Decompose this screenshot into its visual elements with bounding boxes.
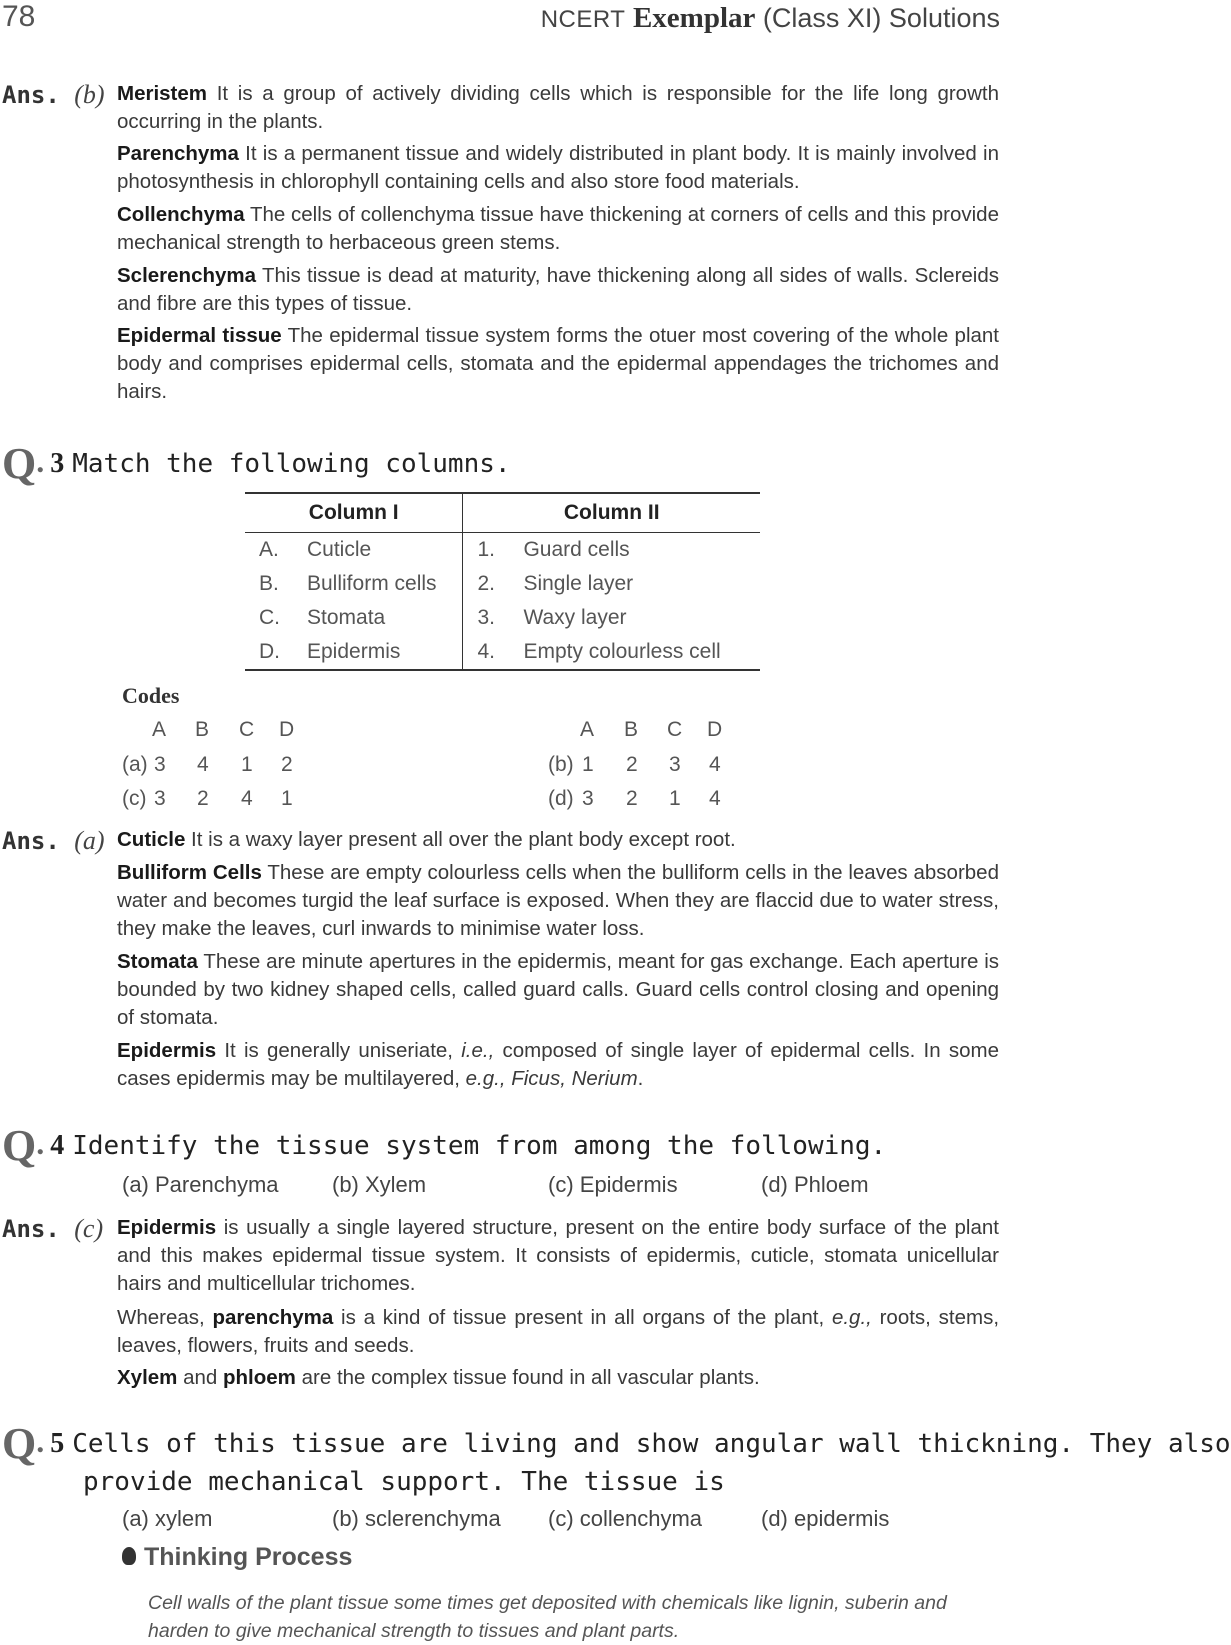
option-b: (b) Xylem (332, 1172, 427, 1197)
table-row (245, 601, 760, 635)
page-header (0, 0, 1002, 40)
option-c: (c) Epidermis (548, 1172, 678, 1197)
table-header-row (245, 493, 760, 533)
option-a: (a) Parenchyma (122, 1172, 279, 1197)
code-value: 1 (669, 787, 681, 810)
paragraph-text: is a kind of tissue present in all organs of the plant, (333, 1306, 832, 1329)
paragraph-text: These are empty colourless cells when the bulliform cells in the leaves absorbed water and becomes turgid the leaf surface is exposed. When they are flaccid due to water stress, they make the leaves, curl inwards to minimise water loss. (117, 861, 999, 940)
paragraph-text: It is generally uniseriate, (216, 1039, 462, 1062)
table-row (245, 533, 760, 568)
column-header: Column II (463, 493, 760, 533)
code-value: 3 (582, 787, 594, 810)
ans-text: Ans. (2, 1215, 60, 1243)
paragraph-text: . (637, 1067, 644, 1090)
question-heading: Q. 4 Identify the tissue system from among the following. (2, 1121, 887, 1170)
option-b: (b) sclerenchyma (332, 1506, 501, 1531)
row-number: 2. (477, 572, 495, 595)
term: Cuticle (117, 828, 186, 851)
thinking-process-heading (122, 1543, 352, 1572)
option-d: (d) Phloem (761, 1172, 869, 1197)
code-value: 2 (197, 787, 209, 810)
code-header: B (624, 718, 639, 741)
answer-paragraph (117, 262, 999, 318)
code-value: 1 (241, 753, 253, 776)
running-title-bold: Exemplar (632, 2, 756, 34)
column-header: Column I (245, 493, 463, 533)
q-mark: Q (2, 439, 37, 488)
paragraph-text: composed of single layer of epidermal cells. In some cases epidermis may be multilayered, (117, 1039, 999, 1090)
question-text: Match the following columns. (72, 449, 511, 479)
code-value: 4 (197, 753, 209, 776)
answer-paragraph (117, 1364, 999, 1392)
paragraph-text: It is a waxy layer present all over the plant body except root. (185, 828, 736, 851)
page-number: 78 (2, 0, 36, 33)
row-label: D. (245, 635, 307, 670)
row-label: B. (259, 572, 279, 595)
column1-cell: Cuticle (307, 533, 463, 568)
q-mark: Q (2, 1419, 37, 1468)
term: Collenchyma (117, 203, 245, 226)
option-d: (d) epidermis (761, 1506, 890, 1531)
column2-cell: Waxy layer (523, 606, 627, 629)
running-title-suffix: (Class XI) Solutions (762, 3, 1000, 33)
answer-paragraph (117, 1214, 999, 1298)
question-number: 5 (50, 1428, 65, 1459)
term: Epidermis (117, 1216, 217, 1239)
running-title-prefix: NCERT (540, 6, 626, 33)
codes-title: Codes (122, 683, 180, 708)
paragraph-text: This tissue is dead at maturity, have thickening along all sides of walls. Sclereids and fibre are this types of tissue. (117, 264, 999, 315)
italic-text: i.e., (461, 1039, 495, 1062)
column2-cell: Single layer (523, 572, 634, 595)
answer-paragraph (117, 826, 999, 854)
running-title (541, 2, 1000, 35)
code-value: 3 (669, 753, 681, 776)
code-option-label: (a) (122, 753, 148, 776)
code-header: A (152, 718, 167, 741)
column1-cell: Epidermis (307, 635, 463, 670)
column1-cell: Stomata (307, 601, 463, 635)
term: Sclerenchyma (117, 264, 257, 287)
code-value: 2 (626, 753, 638, 776)
match-table (245, 492, 760, 671)
code-header: D (279, 718, 295, 741)
code-value: 2 (281, 753, 293, 776)
code-header: D (707, 718, 723, 741)
question-heading: Q. 5 Cells of this tissue are living and show angular wall thickning. They also (2, 1419, 1231, 1468)
row-label: C. (259, 606, 280, 629)
term: phloem (223, 1366, 296, 1389)
code-header: C (667, 718, 683, 741)
answer-option: (b) (74, 80, 105, 109)
term: Meristem (117, 82, 208, 105)
column2-cell: Empty colourless cell (523, 635, 760, 670)
thinking-process-text: Cell walls of the plant tissue some times get deposited with chemicals like lignin, suberin and harden to give mechanical strength to tissues and plant parts. (148, 1592, 947, 1642)
column2-cell: Guard cells (523, 538, 630, 561)
option-a: (a) xylem (122, 1506, 213, 1531)
answer-label (2, 80, 105, 110)
thinking-title: Thinking Process (144, 1543, 353, 1571)
code-option-label: (d) (548, 787, 574, 810)
paragraph-text: roots, stems, leaves, flowers, fruits and seeds. (117, 1306, 1000, 1357)
code-value: 1 (281, 787, 293, 810)
answer-paragraph (117, 1304, 999, 1360)
code-value: 4 (709, 753, 721, 776)
paragraph-text: It is a permanent tissue and widely distributed in plant body. It is mainly involved in photosynthesis in chlorophyll containing cells and also store food materials. (117, 142, 999, 193)
question-number: 3 (50, 448, 65, 479)
question-number: 4 (50, 1130, 65, 1161)
answer-paragraph (117, 1037, 999, 1093)
code-value: 4 (709, 787, 721, 810)
term: Bulliform Cells (117, 861, 262, 884)
option-c: (c) collenchyma (548, 1506, 703, 1531)
term: Epidermis (117, 1039, 217, 1062)
code-option-label: (c) (122, 787, 147, 810)
code-header: B (195, 718, 210, 741)
answer-label (2, 826, 105, 856)
question-heading: Q. 3 Match the following columns. (2, 439, 511, 488)
answer-option: (c) (74, 1214, 104, 1243)
ans-text: Ans. (2, 81, 60, 109)
paragraph-text: are the complex tissue found in all vascular plants. (295, 1366, 760, 1389)
answer-label (2, 1214, 103, 1244)
answer-paragraph (117, 80, 999, 136)
ans-text: Ans. (2, 827, 60, 855)
code-value: 4 (241, 787, 253, 810)
row-number: 4. (463, 635, 524, 670)
italic-text: e.g., (831, 1306, 872, 1329)
paragraph-text: These are minute apertures in the epidermis, meant for gas exchange. Each aperture is bounded by two kidney shaped cells, called guard calls. Guard cells control closing and opening of stomata. (117, 950, 999, 1029)
paragraph-text: Whereas, (117, 1306, 213, 1329)
column1-cell: Bulliform cells (307, 567, 463, 601)
code-value: 1 (582, 753, 594, 776)
answer-paragraph (117, 859, 999, 943)
code-header: C (239, 718, 255, 741)
question-text-continued: provide mechanical support. The tissue is (83, 1467, 725, 1497)
question-text: Identify the tissue system from among the following. (72, 1131, 887, 1161)
term: Epidermal tissue (117, 324, 282, 347)
code-value: 3 (154, 787, 166, 810)
code-option-label: (b) (548, 753, 574, 776)
term: Xylem (117, 1366, 178, 1389)
paragraph-text: It is a group of actively dividing cells which is responsible for the life long growth occurring in the plants. (117, 82, 999, 133)
paragraph-text: and (177, 1366, 224, 1389)
term: Parenchyma (117, 142, 239, 165)
row-number: 3. (477, 606, 495, 629)
answer-option: (a) (74, 826, 105, 855)
answer-paragraph (117, 140, 999, 196)
paragraph-text: is usually a single layered structure, present on the entire body surface of the plant and this makes epidermal tissue system. It consists of epidermis, cuticle, stomata unicellular hairs and multicellular trichomes. (117, 1216, 999, 1295)
term: Stomata (117, 950, 198, 973)
row-number: 1. (477, 538, 495, 561)
question-text: Cells of this tissue are living and show angular wall thickning. They also (72, 1429, 1231, 1459)
code-value: 3 (154, 753, 166, 776)
q-mark: Q (2, 1121, 37, 1170)
answer-paragraph (117, 948, 999, 1032)
bulb-icon (122, 1547, 136, 1565)
term: parenchyma (212, 1306, 334, 1329)
code-header: A (580, 718, 595, 741)
paragraph-text: The cells of collenchyma tissue have thickening at corners of cells and this provide mechanical strength to herbaceous green stems. (117, 203, 999, 254)
answer-paragraph (117, 201, 999, 257)
italic-text: e.g., Ficus, Nerium (465, 1067, 638, 1090)
table-row (245, 635, 760, 670)
code-value: 2 (626, 787, 638, 810)
paragraph-text: The epidermal tissue system forms the otuer most covering of the whole plant body and comprises epidermal cells, stomata and the epidermal appendages the trichomes and hairs. (117, 324, 1000, 403)
row-label: A. (259, 538, 279, 561)
answer-paragraph (117, 322, 999, 406)
table-row (245, 567, 760, 601)
